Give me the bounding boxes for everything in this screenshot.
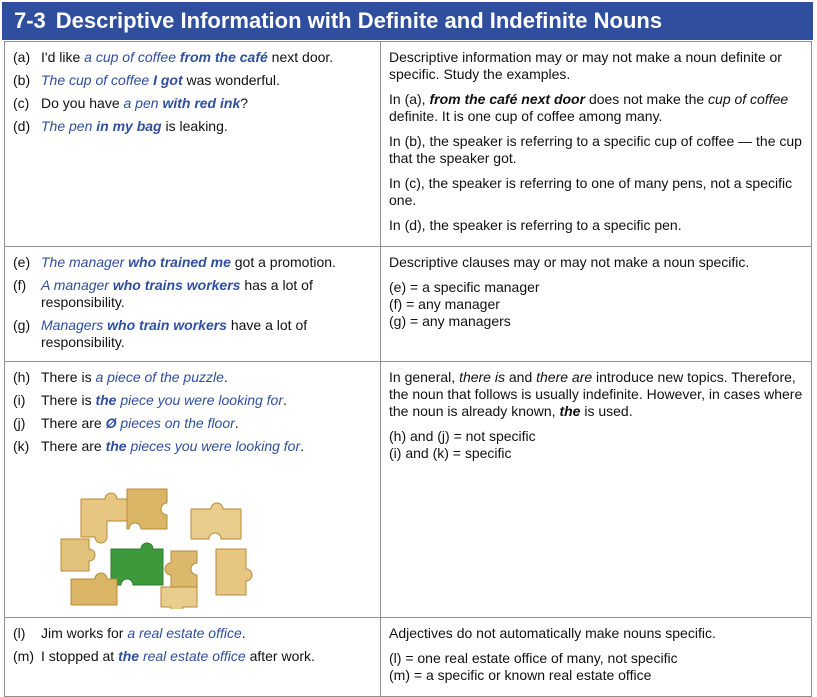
explanation-paragraph: [389, 428, 803, 462]
text-segment: got a promotion.: [230, 254, 336, 270]
text-segment: definite. It is one cup of coffee among many.: [389, 108, 663, 124]
text-segment: pieces you were looking for: [126, 438, 301, 454]
example-item: [13, 95, 372, 112]
example-item: [13, 438, 372, 455]
text-segment: has a lot of responsibility.: [41, 277, 313, 310]
explanation-line: [389, 217, 803, 234]
text-segment: real estate office: [139, 648, 246, 664]
notes-cell: [381, 362, 812, 618]
example-item: [13, 72, 372, 89]
example-sentence: [41, 392, 372, 409]
text-segment: Descriptive clauses may or may not make a noun specific.: [389, 254, 750, 270]
explanation-paragraph: [389, 625, 803, 642]
explanation-paragraph: [389, 175, 803, 209]
text-segment: Adjectives do not automatically make nouns specific.: [389, 625, 716, 641]
text-segment: who train workers: [107, 317, 227, 333]
text-segment: the: [105, 438, 127, 454]
text-segment: there is: [459, 369, 505, 385]
explanation-line: [389, 667, 803, 684]
example-sentence: [41, 317, 372, 351]
explanation-line: [389, 428, 803, 445]
text-segment: There is: [41, 392, 96, 408]
example-sentence: [41, 277, 372, 311]
text-segment: In (d), the speaker is referring to a specific pen.: [389, 217, 682, 233]
explanation-paragraph: [389, 217, 803, 234]
text-segment: Ø: [105, 415, 117, 431]
text-segment: There is: [41, 369, 96, 385]
text-segment: a pen: [123, 95, 163, 111]
example-item: [13, 254, 372, 271]
text-segment: Managers: [41, 317, 108, 333]
table-row: [5, 618, 812, 697]
example-sentence: [41, 118, 372, 135]
text-segment: the: [118, 648, 140, 664]
explanation-line: [389, 254, 803, 271]
example-label: (k): [13, 438, 30, 454]
text-segment: (h) and (j) = not specific: [389, 428, 536, 444]
text-segment: a real estate office: [127, 625, 242, 641]
text-segment: was wonderful.: [182, 72, 280, 88]
example-sentence: [41, 648, 372, 665]
example-label: (m): [13, 648, 34, 664]
text-segment: I got: [153, 72, 183, 88]
example-sentence: [41, 49, 372, 66]
example-sentence: [41, 254, 372, 271]
explanation-paragraph: [389, 49, 803, 83]
example-sentence: [41, 438, 372, 455]
example-item: [13, 648, 372, 665]
text-segment: does not make the: [585, 91, 709, 107]
example-item: [13, 625, 372, 642]
explanation-line: [389, 369, 803, 420]
text-segment: (g) = any managers: [389, 313, 511, 329]
explanation-paragraph: [389, 369, 803, 420]
text-segment: after work.: [245, 648, 315, 664]
grammar-table: [4, 41, 812, 697]
puzzle-pieces-icon: [41, 479, 281, 609]
text-segment: Descriptive information may or may not make a noun definite or specific. Study the examples.: [389, 49, 782, 82]
example-label: (f): [13, 277, 27, 293]
example-sentence: [41, 72, 372, 89]
text-segment: I'd like: [41, 49, 85, 65]
explanation-paragraph: [389, 91, 803, 125]
explanation-line: [389, 625, 803, 642]
text-segment: The cup of coffee: [41, 72, 154, 88]
examples-cell: [5, 42, 381, 247]
example-item: [13, 118, 372, 135]
text-segment: in my bag: [96, 118, 162, 134]
table-row: [5, 42, 812, 247]
example-label: (b): [13, 72, 31, 88]
example-sentence: [41, 415, 372, 432]
text-segment: Jim works for: [41, 625, 128, 641]
example-label: (i): [13, 392, 26, 408]
explanation-paragraph: [389, 254, 803, 271]
explanation-line: [389, 279, 803, 296]
explanation-paragraph: [389, 133, 803, 167]
text-segment: (l) = one real estate office of many, not specific: [389, 650, 678, 666]
text-segment: .: [283, 392, 287, 408]
explanation-line: [389, 133, 803, 167]
text-segment: .: [234, 415, 239, 431]
example-label: (g): [13, 317, 31, 333]
explanation-line: [389, 49, 803, 83]
text-segment: from the café next door: [429, 91, 586, 107]
explanation-line: [389, 650, 803, 667]
chart-header: [2, 2, 813, 40]
example-label: (e): [13, 254, 31, 270]
table-row: [5, 362, 812, 618]
text-segment: In (a),: [389, 91, 430, 107]
text-segment: (i) and (k) = specific: [389, 445, 512, 461]
text-segment: there are: [536, 369, 593, 385]
example-sentence: [41, 625, 372, 642]
text-segment: is used.: [580, 403, 633, 419]
text-segment: (m) = a specific or known real estate office: [389, 667, 652, 683]
example-label: (h): [13, 369, 31, 385]
text-segment: have a lot of responsibility.: [41, 317, 308, 350]
text-segment: next door.: [267, 49, 334, 65]
text-segment: from the café: [175, 49, 268, 65]
table-row: [5, 247, 812, 362]
example-item: [13, 317, 372, 351]
notes-cell: [381, 618, 812, 697]
explanation-line: [389, 445, 803, 462]
explanation-paragraph: [389, 279, 803, 330]
notes-cell: [381, 42, 812, 247]
example-sentence: [41, 95, 372, 112]
example-label: (c): [13, 95, 30, 111]
example-label: (j): [13, 415, 26, 431]
examples-cell: [5, 362, 381, 618]
example-item: [13, 415, 372, 432]
text-segment: who trains workers: [112, 277, 241, 293]
text-segment: .: [300, 438, 305, 454]
explanation-line: [389, 91, 803, 125]
example-sentence: [41, 369, 372, 386]
examples-cell: [5, 618, 381, 697]
text-segment: with red ink: [162, 95, 241, 111]
explanation-line: [389, 313, 803, 330]
chart-number: 7-3: [14, 8, 46, 33]
text-segment: (f) = any manager: [389, 296, 500, 312]
explanation-line: [389, 175, 803, 209]
text-segment: a piece of the puzzle: [95, 369, 224, 385]
text-segment: .: [223, 369, 228, 385]
text-segment: a cup of coffee: [84, 49, 176, 65]
text-segment: pieces on the floor: [116, 415, 235, 431]
example-item: [13, 49, 372, 66]
text-segment: In general,: [389, 369, 460, 385]
text-segment: the: [559, 403, 581, 419]
text-segment: The manager: [41, 254, 129, 270]
text-segment: and: [504, 369, 537, 385]
example-item: [13, 392, 372, 409]
text-segment: A manager: [41, 277, 113, 293]
example-label: (l): [13, 625, 26, 641]
text-segment: In (b), the speaker is referring to a specific cup of coffee — the cup that the speaker got.: [389, 133, 802, 166]
text-segment: In (c), the speaker is referring to one of many pens, not a specific one.: [389, 175, 793, 208]
notes-cell: [381, 247, 812, 362]
text-segment: (e) = a specific manager: [389, 279, 540, 295]
text-segment: .: [241, 625, 246, 641]
examples-cell: [5, 247, 381, 362]
text-segment: There are: [41, 415, 106, 431]
explanation-line: [389, 296, 803, 313]
text-segment: ?: [240, 95, 249, 111]
text-segment: introduce new topics. Therefore, the noun that follows is usually indefinite. However, in cases where the noun is already known,: [389, 369, 803, 419]
text-segment: Do you have: [41, 95, 124, 111]
text-segment: who trained me: [128, 254, 231, 270]
example-item: [13, 277, 372, 311]
example-label: (a): [13, 49, 31, 65]
text-segment: piece you were looking for: [116, 392, 284, 408]
text-segment: is leaking.: [161, 118, 228, 134]
example-label: (d): [13, 118, 31, 134]
text-segment: There are: [41, 438, 106, 454]
text-segment: The pen: [41, 118, 97, 134]
chart-title: Descriptive Information with Definite and Indefinite Nouns: [55, 8, 663, 33]
text-segment: the: [95, 392, 117, 408]
text-segment: I stopped at: [41, 648, 119, 664]
text-segment: cup of coffee: [708, 91, 789, 107]
example-item: [13, 369, 372, 386]
